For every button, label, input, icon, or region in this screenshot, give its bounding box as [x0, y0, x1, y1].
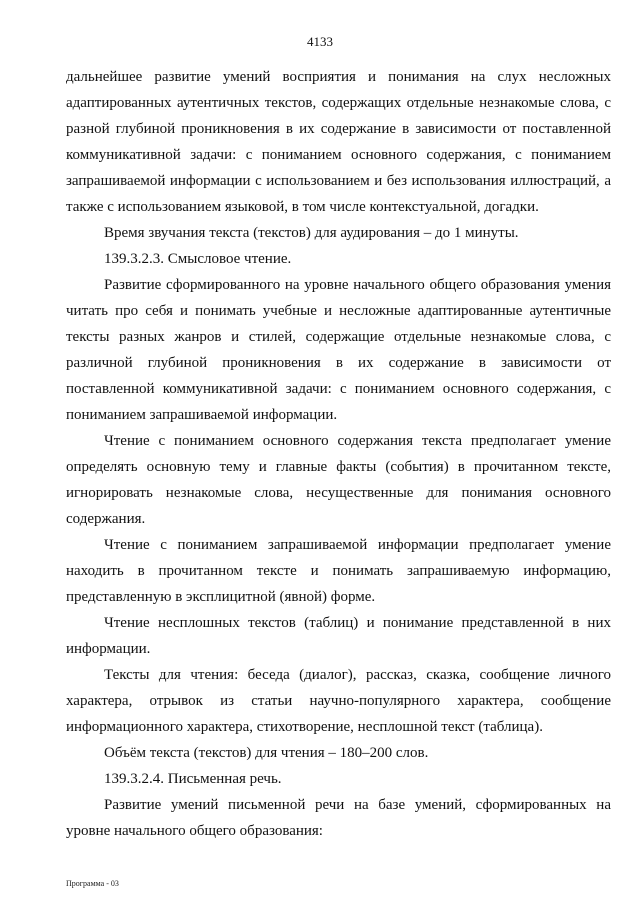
paragraph-reading-main-content: Чтение с пониманием основного содержания текста предполагает умение определять основную тему и главные факты (события) в прочитанном тексте, игнорировать незнакомые слова, несущественные для понимания основного содержания. — [66, 433, 611, 527]
paragraph-writing-development: Развитие умений письменной речи на базе умений, сформированных на уровне начального общего образования: — [66, 797, 611, 839]
paragraph-reading-volume: Объём текста (текстов) для чтения – 180–200 слов. — [104, 745, 429, 761]
paragraph-reading-tables: Чтение несплошных текстов (таблиц) и понимание представленной в них информации. — [66, 615, 611, 657]
page-number: 4133 — [307, 34, 333, 49]
paragraph-listening-development: дальнейшее развитие умений восприятия и понимания на слух несложных адаптированных аутентичных текстов, содержащих отдельные незнакомые слова, с разной глубиной проникновения в их содержание в зависимости от поставленной коммуникативной задачи: с пониманием основного содержания, с пониманием запрашиваемой информации с использованием и без использования иллюстраций, а также с использованием языковой, в том числе контекстуальной, догадки. — [66, 69, 611, 215]
footer-program-label: Программа - 03 — [66, 879, 119, 888]
paragraph-reading-development: Развитие сформированного на уровне начального общего образования умения читать про себя и понимать учебные и несложные адаптированные аутентичные тексты разных жанров и стилей, содержащие отдельные незнакомые слова, с различной глубиной проникновения в их содержание в зависимости от поставленной коммуникативной задачи: с пониманием основного содержания, с пониманием запрашиваемой информации. — [66, 277, 611, 423]
paragraph-reading-text-types: Тексты для чтения: беседа (диалог), рассказ, сказка, сообщение личного характера, отрывок из статьи научно-популярного характера, сообщение информационного характера, стихотворение, несплошной текст (таблица). — [66, 667, 611, 735]
paragraph-listening-duration: Время звучания текста (текстов) для аудирования – до 1 минуты. — [104, 225, 519, 241]
section-heading-reading: 139.3.2.3. Смысловое чтение. — [104, 251, 292, 267]
section-heading-writing: 139.3.2.4. Письменная речь. — [104, 771, 282, 787]
body-text — [66, 64, 611, 844]
paragraph-reading-requested-info: Чтение с пониманием запрашиваемой информации предполагает умение находить в прочитанном тексте и понимать запрашиваемую информацию, представленную в эксплицитной (явной) форме. — [66, 537, 611, 605]
